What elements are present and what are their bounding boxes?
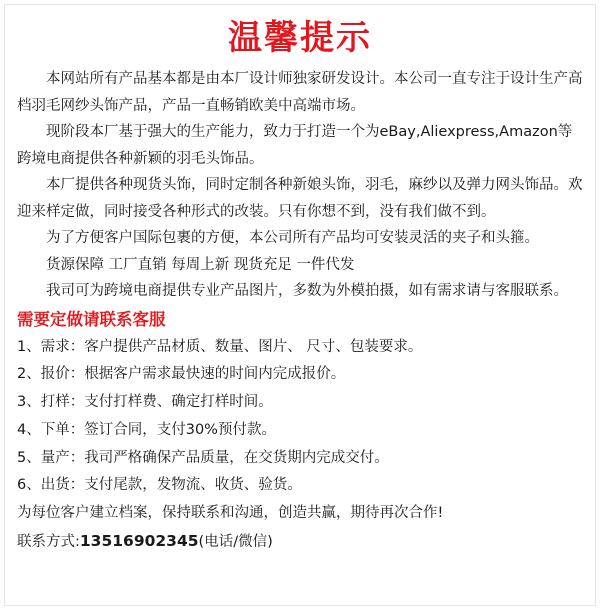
step-item: 2、报价：根据客户需求最快速的时间内完成报价。 [17,366,346,383]
photos-paragraph: 我司可为跨境电商提供专业产品图片，多数为外模拍摄，如有需求请与客服联系。 [46,283,568,299]
supply-paragraph: 货源保障 工厂直销 每周上新 现货充足 一件代发 [46,256,355,273]
products-paragraph: 本厂提供各种现货头饰，同时定制各种新娘头饰，羽毛，麻纱以及弹力网头饰品。欢迎来样定做，同时接受各种形式的改装。只有你想不到，没有我们做不到。 [17,177,583,220]
step-item: 3、打样：支付打样费、确定打样时间。 [17,394,273,411]
contact-line [17,528,584,557]
packaging-paragraph: 为了方便客户国际包裹的方便，本公司所有产品均可安装灵活的夹子和头箍。 [46,230,539,246]
custom-order-heading: 需要定做请联系客服 [17,309,166,329]
closing-line: 为每位客户建立档案，保持联系和沟通，创造共赢，期待再次合作! [17,505,444,522]
page-title: 温馨提示 [228,18,372,58]
step-item: 4、下单：签订合同，支付30%预付款。 [17,421,276,438]
capacity-paragraph: 现阶段本厂基于强大的生产能力，致力于打造一个为eBay,Aliexpress,Amazon等跨境电商提供各种新颖的羽毛头饰品。 [17,124,573,167]
notice-content [17,66,584,557]
step-item: 1、需求：客户提供产品材质、数量、图片、 尺寸、包装要求。 [17,338,423,355]
intro-paragraph: 本网站所有产品基本都是由本厂设计师独家研发设计。本公司一直专注于设计生产高档羽毛网纱头饰产品，产品一直畅销欧美中高端市场。 [17,71,583,114]
step-item: 6、出货：支付尾款，发物流、收货、验货。 [17,477,302,494]
contact-note: (电话/微信) [198,534,273,551]
step-item: 5、量产：我司严格确保产品质量，在交货期内完成交付。 [17,449,389,466]
contact-label: 联系方式: [17,534,80,551]
contact-number: 13516902345 [79,532,199,551]
